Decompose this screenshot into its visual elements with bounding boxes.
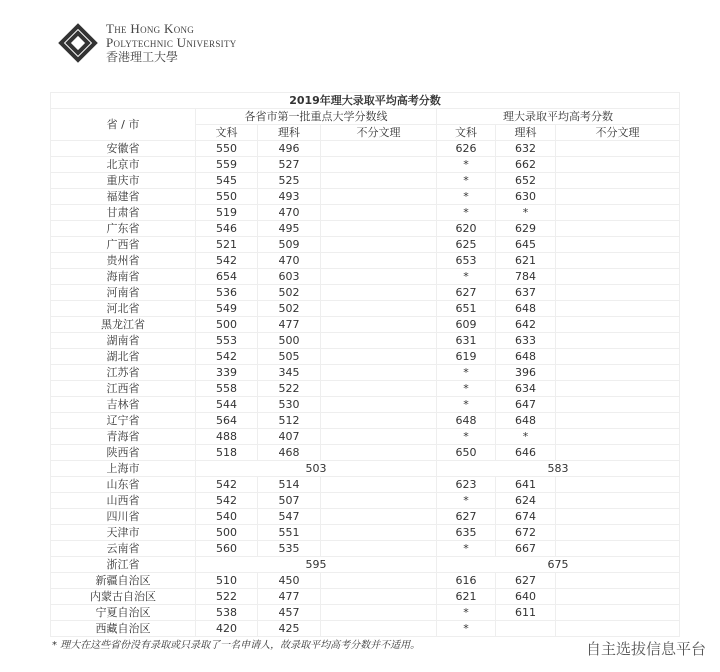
province-cell: 山西省 xyxy=(51,493,196,509)
subheader: 文科 xyxy=(437,125,496,141)
score-cell: 675 xyxy=(437,557,680,573)
score-cell xyxy=(321,333,437,349)
scores-table xyxy=(50,92,680,637)
score-cell xyxy=(496,621,556,637)
score-cell xyxy=(556,349,680,365)
table-row xyxy=(51,381,680,397)
table-row xyxy=(51,493,680,509)
score-cell: 546 xyxy=(196,221,258,237)
score-cell: 505 xyxy=(258,349,321,365)
score-cell xyxy=(321,381,437,397)
score-cell: 650 xyxy=(437,445,496,461)
score-cell: 425 xyxy=(258,621,321,637)
score-cell: 635 xyxy=(437,525,496,541)
score-cell: 553 xyxy=(196,333,258,349)
table-row xyxy=(51,477,680,493)
header-group-polyu: 理大录取平均高考分数 xyxy=(437,109,680,125)
score-cell xyxy=(321,573,437,589)
score-cell: 521 xyxy=(196,237,258,253)
score-cell xyxy=(321,237,437,253)
score-cell: 653 xyxy=(437,253,496,269)
score-cell xyxy=(556,317,680,333)
score-cell xyxy=(321,189,437,205)
score-cell xyxy=(556,445,680,461)
province-cell: 上海市 xyxy=(51,461,196,477)
table-row xyxy=(51,365,680,381)
score-cell xyxy=(556,285,680,301)
table-row xyxy=(51,157,680,173)
score-cell: 547 xyxy=(258,509,321,525)
table-row xyxy=(51,461,680,477)
logo-en-line2: Polytechnic University xyxy=(106,35,237,50)
score-cell xyxy=(321,429,437,445)
score-cell xyxy=(556,413,680,429)
score-cell xyxy=(556,269,680,285)
score-cell: 646 xyxy=(496,445,556,461)
province-cell: 河北省 xyxy=(51,301,196,317)
score-cell xyxy=(321,621,437,637)
score-cell xyxy=(556,605,680,621)
university-logo xyxy=(58,22,237,64)
table-row xyxy=(51,541,680,557)
table-title: 2019年理大录取平均高考分数 xyxy=(51,93,680,109)
province-cell: 天津市 xyxy=(51,525,196,541)
score-cell xyxy=(321,221,437,237)
province-cell: 贵州省 xyxy=(51,253,196,269)
score-cell xyxy=(556,397,680,413)
table-row xyxy=(51,605,680,621)
score-cell xyxy=(556,493,680,509)
score-cell: * xyxy=(496,205,556,221)
score-cell: 542 xyxy=(196,253,258,269)
score-cell xyxy=(321,365,437,381)
score-cell: 493 xyxy=(258,189,321,205)
score-cell: * xyxy=(437,493,496,509)
score-cell xyxy=(556,253,680,269)
table-row xyxy=(51,237,680,253)
score-cell: 345 xyxy=(258,365,321,381)
score-cell: 542 xyxy=(196,349,258,365)
score-cell: 632 xyxy=(496,141,556,157)
score-cell: * xyxy=(437,429,496,445)
score-cell: 518 xyxy=(196,445,258,461)
score-cell xyxy=(556,221,680,237)
score-cell: 654 xyxy=(196,269,258,285)
score-cell xyxy=(321,285,437,301)
score-cell: 662 xyxy=(496,157,556,173)
score-cell xyxy=(556,333,680,349)
score-cell xyxy=(321,253,437,269)
province-cell: 山东省 xyxy=(51,477,196,493)
province-cell: 四川省 xyxy=(51,509,196,525)
score-cell: 626 xyxy=(437,141,496,157)
score-cell xyxy=(556,429,680,445)
table-row xyxy=(51,397,680,413)
score-cell: 530 xyxy=(258,397,321,413)
score-cell: * xyxy=(437,205,496,221)
score-cell: 627 xyxy=(437,509,496,525)
score-cell: 672 xyxy=(496,525,556,541)
score-cell: 536 xyxy=(196,285,258,301)
score-cell: 642 xyxy=(496,317,556,333)
score-cell: 470 xyxy=(258,205,321,221)
score-cell xyxy=(556,573,680,589)
province-cell: 河南省 xyxy=(51,285,196,301)
subheader: 文科 xyxy=(196,125,258,141)
score-cell: 641 xyxy=(496,477,556,493)
score-cell xyxy=(321,173,437,189)
score-cell: 560 xyxy=(196,541,258,557)
score-cell xyxy=(321,301,437,317)
province-cell: 海南省 xyxy=(51,269,196,285)
province-cell: 安徽省 xyxy=(51,141,196,157)
province-cell: 新疆自治区 xyxy=(51,573,196,589)
polyu-emblem-icon xyxy=(58,23,98,63)
score-cell xyxy=(321,349,437,365)
province-cell: 宁夏自治区 xyxy=(51,605,196,621)
score-cell: 500 xyxy=(196,525,258,541)
score-cell: 633 xyxy=(496,333,556,349)
table-row xyxy=(51,285,680,301)
score-cell xyxy=(321,397,437,413)
score-cell: 559 xyxy=(196,157,258,173)
score-cell xyxy=(321,141,437,157)
score-cell: 640 xyxy=(496,589,556,605)
score-cell xyxy=(556,237,680,253)
score-cell: * xyxy=(437,541,496,557)
score-cell: 407 xyxy=(258,429,321,445)
table-row xyxy=(51,509,680,525)
score-cell: 550 xyxy=(196,189,258,205)
score-cell: * xyxy=(437,365,496,381)
table-row xyxy=(51,269,680,285)
province-cell: 北京市 xyxy=(51,157,196,173)
score-cell xyxy=(556,621,680,637)
score-cell xyxy=(321,269,437,285)
table-row xyxy=(51,141,680,157)
province-cell: 江西省 xyxy=(51,381,196,397)
score-cell xyxy=(321,605,437,621)
score-cell xyxy=(556,381,680,397)
score-cell: 551 xyxy=(258,525,321,541)
province-cell: 广西省 xyxy=(51,237,196,253)
score-cell: 500 xyxy=(258,333,321,349)
score-cell: * xyxy=(437,157,496,173)
table-row xyxy=(51,589,680,605)
score-cell xyxy=(321,445,437,461)
score-cell: 542 xyxy=(196,493,258,509)
score-cell: 629 xyxy=(496,221,556,237)
score-cell: 495 xyxy=(258,221,321,237)
score-cell: 509 xyxy=(258,237,321,253)
score-cell: 621 xyxy=(496,253,556,269)
score-cell: 611 xyxy=(496,605,556,621)
province-cell: 黑龙江省 xyxy=(51,317,196,333)
score-cell: 637 xyxy=(496,285,556,301)
province-cell: 重庆市 xyxy=(51,173,196,189)
score-cell xyxy=(321,541,437,557)
subheader: 不分文理 xyxy=(556,125,680,141)
score-cell xyxy=(556,365,680,381)
table-row xyxy=(51,349,680,365)
score-cell xyxy=(321,413,437,429)
score-cell: 512 xyxy=(258,413,321,429)
score-cell: 527 xyxy=(258,157,321,173)
province-cell: 湖南省 xyxy=(51,333,196,349)
subheader: 理科 xyxy=(258,125,321,141)
score-cell: 468 xyxy=(258,445,321,461)
score-cell: 496 xyxy=(258,141,321,157)
score-cell: 624 xyxy=(496,493,556,509)
table-row xyxy=(51,317,680,333)
score-cell xyxy=(321,509,437,525)
score-cell: 450 xyxy=(258,573,321,589)
score-cell: 645 xyxy=(496,237,556,253)
logo-zh: 香港理工大學 xyxy=(106,50,179,64)
province-cell: 云南省 xyxy=(51,541,196,557)
score-cell: 545 xyxy=(196,173,258,189)
table-row xyxy=(51,573,680,589)
score-cell xyxy=(556,141,680,157)
score-cell: 522 xyxy=(196,589,258,605)
score-cell: 630 xyxy=(496,189,556,205)
score-cell: 631 xyxy=(437,333,496,349)
score-cell xyxy=(321,317,437,333)
table-row xyxy=(51,333,680,349)
score-cell: 616 xyxy=(437,573,496,589)
score-cell: 507 xyxy=(258,493,321,509)
score-cell: 477 xyxy=(258,317,321,333)
score-cell: 549 xyxy=(196,301,258,317)
score-cell: 627 xyxy=(496,573,556,589)
score-cell: 583 xyxy=(437,461,680,477)
score-cell: 522 xyxy=(258,381,321,397)
score-cell: 544 xyxy=(196,397,258,413)
table-row xyxy=(51,525,680,541)
score-cell: 535 xyxy=(258,541,321,557)
score-cell: 625 xyxy=(437,237,496,253)
table-row xyxy=(51,253,680,269)
score-cell xyxy=(556,541,680,557)
province-cell: 江苏省 xyxy=(51,365,196,381)
score-cell: 396 xyxy=(496,365,556,381)
score-cell xyxy=(556,173,680,189)
score-cell: 609 xyxy=(437,317,496,333)
score-cell: 420 xyxy=(196,621,258,637)
score-cell: 652 xyxy=(496,173,556,189)
score-cell xyxy=(556,509,680,525)
score-cell: 510 xyxy=(196,573,258,589)
score-cell: 674 xyxy=(496,509,556,525)
score-cell: 784 xyxy=(496,269,556,285)
score-cell: 648 xyxy=(496,301,556,317)
score-cell: 564 xyxy=(196,413,258,429)
score-cell: * xyxy=(437,269,496,285)
subheader: 理科 xyxy=(496,125,556,141)
score-cell: 540 xyxy=(196,509,258,525)
score-cell xyxy=(321,477,437,493)
score-cell: 488 xyxy=(196,429,258,445)
score-cell: * xyxy=(437,605,496,621)
table-row xyxy=(51,189,680,205)
score-cell: 667 xyxy=(496,541,556,557)
score-cell: 503 xyxy=(196,461,437,477)
score-cell: 542 xyxy=(196,477,258,493)
score-cell xyxy=(556,301,680,317)
score-cell: 550 xyxy=(196,141,258,157)
table-row xyxy=(51,413,680,429)
subheader: 不分文理 xyxy=(321,125,437,141)
score-cell: 648 xyxy=(437,413,496,429)
score-cell xyxy=(556,525,680,541)
score-cell: 647 xyxy=(496,397,556,413)
score-cell: 525 xyxy=(258,173,321,189)
province-cell: 福建省 xyxy=(51,189,196,205)
score-cell xyxy=(321,493,437,509)
score-cell: 648 xyxy=(496,413,556,429)
province-cell: 内蒙古自治区 xyxy=(51,589,196,605)
table-row xyxy=(51,301,680,317)
province-cell: 广东省 xyxy=(51,221,196,237)
score-cell: 457 xyxy=(258,605,321,621)
province-cell: 甘肃省 xyxy=(51,205,196,221)
watermark: 自主选拔信息平台 xyxy=(585,640,706,658)
score-cell: 500 xyxy=(196,317,258,333)
header-group-cutoff: 各省市第一批重点大学分数线 xyxy=(196,109,437,125)
score-cell xyxy=(321,589,437,605)
score-cell: * xyxy=(437,621,496,637)
score-cell: 470 xyxy=(258,253,321,269)
score-cell: * xyxy=(437,173,496,189)
score-cell: 623 xyxy=(437,477,496,493)
province-cell: 西藏自治区 xyxy=(51,621,196,637)
table-row xyxy=(51,557,680,573)
table-row xyxy=(51,621,680,637)
score-cell: 595 xyxy=(196,557,437,573)
score-cell: 651 xyxy=(437,301,496,317)
province-cell: 浙江省 xyxy=(51,557,196,573)
score-cell: 627 xyxy=(437,285,496,301)
score-cell xyxy=(321,205,437,221)
province-cell: 辽宁省 xyxy=(51,413,196,429)
score-cell: * xyxy=(437,397,496,413)
table-row xyxy=(51,205,680,221)
score-cell xyxy=(556,205,680,221)
header-province: 省 / 市 xyxy=(51,109,196,141)
table-row xyxy=(51,221,680,237)
score-cell: 477 xyxy=(258,589,321,605)
score-cell: 538 xyxy=(196,605,258,621)
province-cell: 湖北省 xyxy=(51,349,196,365)
score-cell: 514 xyxy=(258,477,321,493)
score-cell xyxy=(556,157,680,173)
score-cell xyxy=(556,477,680,493)
score-cell: 603 xyxy=(258,269,321,285)
score-cell: 558 xyxy=(196,381,258,397)
province-cell: 陕西省 xyxy=(51,445,196,461)
province-cell: 青海省 xyxy=(51,429,196,445)
score-cell: * xyxy=(496,429,556,445)
score-cell: 621 xyxy=(437,589,496,605)
score-cell: 648 xyxy=(496,349,556,365)
score-cell xyxy=(556,189,680,205)
footnote: * 理大在这些省份没有录取或只录取了一名申请人，故录取平均高考分数并不适用。 xyxy=(52,640,421,651)
score-cell: 519 xyxy=(196,205,258,221)
table-row xyxy=(51,445,680,461)
score-cell: * xyxy=(437,189,496,205)
province-cell: 吉林省 xyxy=(51,397,196,413)
score-cell: 502 xyxy=(258,301,321,317)
score-cell: * xyxy=(437,381,496,397)
score-cell: 634 xyxy=(496,381,556,397)
score-cell xyxy=(321,157,437,173)
score-cell: 502 xyxy=(258,285,321,301)
score-cell: 620 xyxy=(437,221,496,237)
score-cell xyxy=(321,525,437,541)
logo-en-line1: The Hong Kong xyxy=(106,21,195,36)
table-row xyxy=(51,173,680,189)
table-row xyxy=(51,429,680,445)
score-cell xyxy=(556,589,680,605)
score-cell: 619 xyxy=(437,349,496,365)
score-cell: 339 xyxy=(196,365,258,381)
